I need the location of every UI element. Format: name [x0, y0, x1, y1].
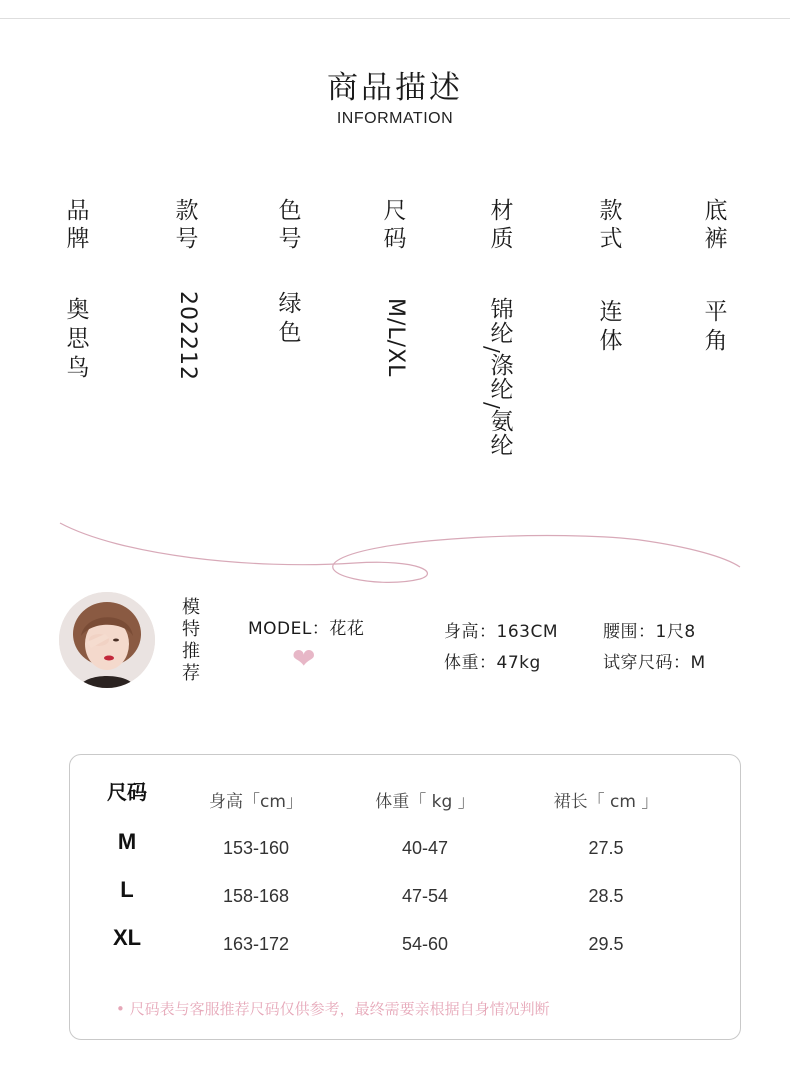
- section-subtitle: INFORMATION: [336, 110, 454, 127]
- size-disclaimer: • 尺码表与客服推荐尺码仅供参考，最终需要亲根据自身情况判断: [116, 1000, 550, 1018]
- attr-type-value: 连 体: [599, 299, 623, 354]
- size-m: M: [117, 829, 137, 854]
- xl-length: 29.5: [588, 934, 624, 954]
- attr-style-number: [163, 197, 211, 253]
- m-height: 153-160: [222, 838, 290, 858]
- attr-style-number-label: 款 号: [175, 198, 199, 252]
- attr-color: [266, 197, 314, 253]
- size-xl: XL: [112, 925, 142, 950]
- model-trial-size: 试穿尺码：M: [603, 653, 706, 673]
- attr-brand: [54, 197, 102, 253]
- header-length: 裙长「 cm 」: [553, 792, 659, 812]
- m-weight: 40-47: [401, 838, 449, 858]
- size-l: L: [120, 877, 134, 902]
- attr-bottom: [692, 197, 740, 253]
- model-avatar: [59, 592, 155, 688]
- attr-brand-label: 品 牌: [66, 198, 90, 252]
- model-height: 身高：163CM: [444, 622, 558, 642]
- attr-material-label: 材 质: [490, 198, 514, 252]
- attr-material: [478, 197, 526, 253]
- l-length: 28.5: [588, 886, 624, 906]
- size-table-title: 尺码: [107, 780, 147, 804]
- attr-color-value: 绿 色: [278, 291, 302, 346]
- top-divider: [0, 18, 790, 19]
- heart-icon: ❤: [292, 642, 316, 675]
- attr-material-value: 锦 纶 / 涤 纶 / 氨 纶: [480, 297, 514, 459]
- attr-size: [371, 197, 419, 253]
- l-height: 158-168: [222, 886, 290, 906]
- attr-style-number-value: 202212: [175, 291, 200, 381]
- attr-size-value: M/L/XL: [383, 298, 408, 378]
- attr-type-label: 款 式: [599, 198, 623, 252]
- attr-size-label: 尺 码: [383, 198, 407, 252]
- header-weight: 体重「 kg 」: [375, 792, 475, 812]
- model-weight: 体重：47kg: [444, 653, 541, 673]
- l-weight: 47-54: [401, 886, 449, 906]
- header-height: 身高「cm」: [209, 792, 303, 812]
- model-name: MODEL：花花: [248, 619, 365, 639]
- xl-height: 163-172: [222, 934, 290, 954]
- attr-type: [587, 197, 635, 253]
- attr-color-label: 色 号: [278, 198, 302, 252]
- section-title: 商品描述: [327, 70, 463, 106]
- attr-brand-value: 奥 思 鸟: [66, 297, 90, 381]
- model-portrait-image: [59, 592, 155, 688]
- model-recommend-label: 模 特 推 荐: [182, 597, 200, 684]
- attr-bottom-label: 底 裤: [704, 198, 728, 252]
- xl-weight: 54-60: [401, 934, 449, 954]
- attr-bottom-value: 平 角: [704, 299, 728, 354]
- m-length: 27.5: [588, 838, 624, 858]
- decorative-swirl-line: [0, 515, 790, 590]
- model-waist: 腰围：1尺8: [603, 622, 696, 642]
